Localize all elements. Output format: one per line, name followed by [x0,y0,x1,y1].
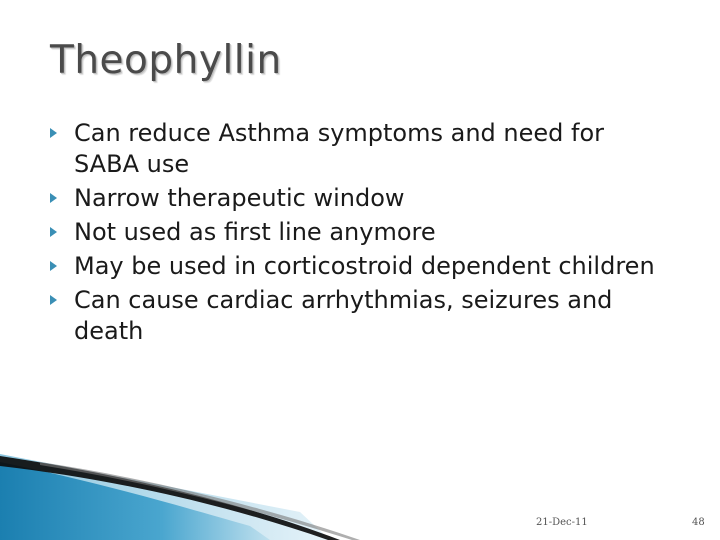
bullet-item [50,251,670,282]
triangle-right-icon [50,227,57,237]
bullet-item [50,217,670,248]
triangle-right-icon [50,261,57,271]
triangle-right-icon [50,193,57,203]
page-number: 48 [692,517,705,528]
bullet-text: Can reduce Asthma symptoms and need for SABA use [74,119,605,178]
bullet-list [50,118,670,350]
bullet-item [50,183,670,214]
decorative-swoosh [0,440,720,540]
bullet-text: Not used as first line anymore [74,218,436,246]
triangle-right-icon [50,295,57,305]
footer-date: 21-Dec-11 [536,517,588,528]
bullet-item [50,285,670,347]
bullet-text: May be used in corticostroid dependent children [74,252,655,280]
triangle-right-icon [50,128,57,138]
bullet-text: Can cause cardiac arrhythmias, seizures and death [74,286,613,345]
bullet-text: Narrow therapeutic window [74,184,405,212]
slide-title: Theophyllin [50,38,282,83]
bullet-item [50,118,670,180]
